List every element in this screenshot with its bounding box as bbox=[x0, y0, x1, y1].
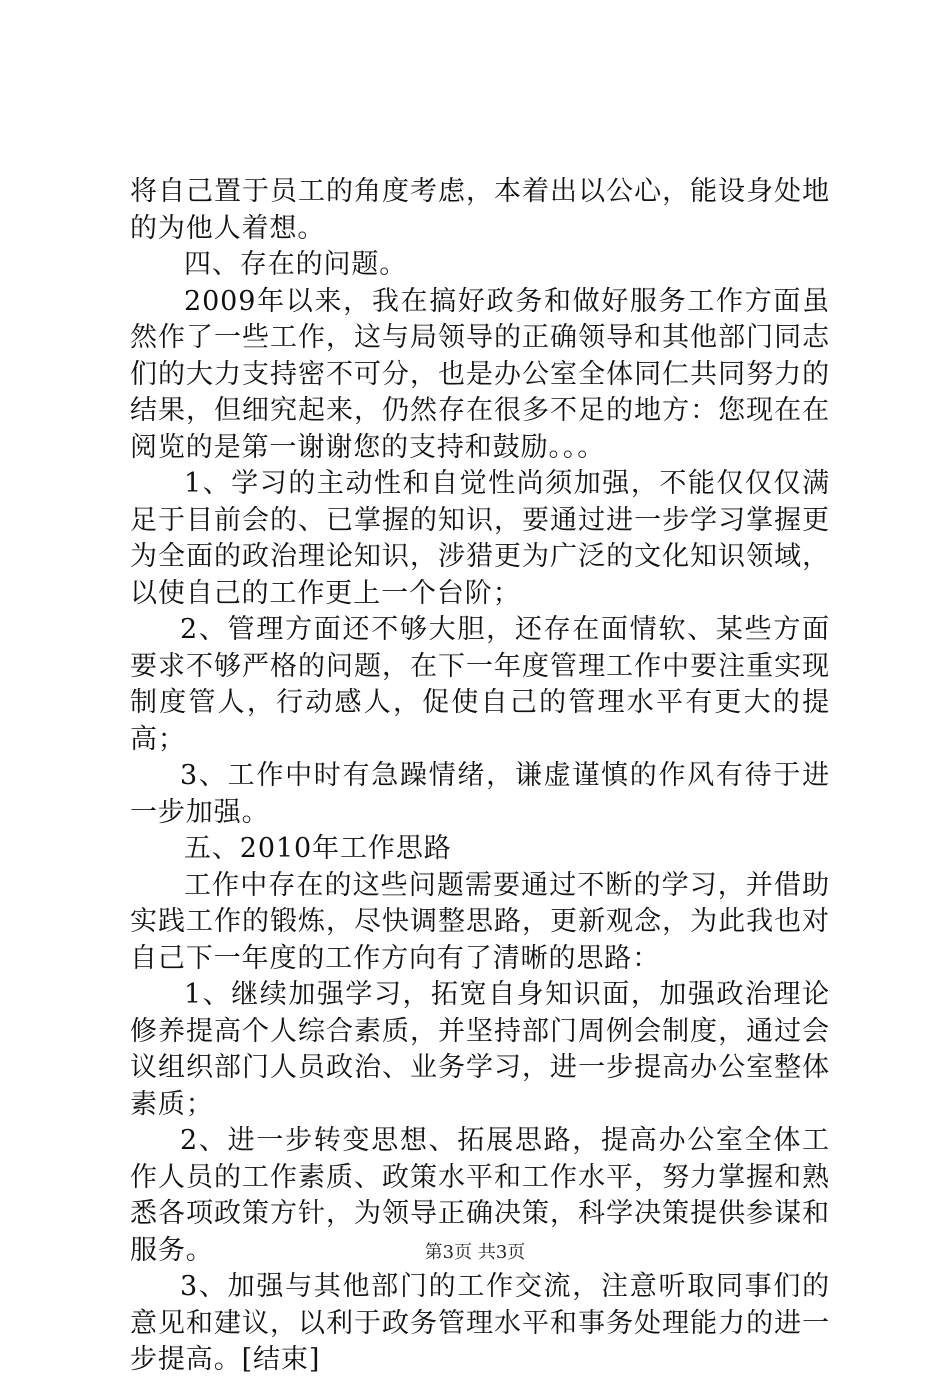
problem-item-1: 1、学习的主动性和自觉性尚须加强，不能仅仅仅满足于目前会的、已掌握的知识，要通过进一步学习掌握更为全面的政治理论知识，涉猎更为广泛的文化知识领域，以使自己的工作更上一个台阶； bbox=[130, 468, 830, 609]
page-number-footer: 第3页 共3页 bbox=[424, 1242, 526, 1263]
problem-item-3: 3、工作中时有急躁情绪，谦虚谨慎的作风有待于进一步加强。 bbox=[130, 760, 830, 828]
paragraph-continuation: 将自己置于员工的角度考虑，本着出以公心，能设身处地的为他人着想。 bbox=[130, 176, 830, 244]
plan-item-1: 1、继续加强学习，拓宽自身知识面，加强政治理论修养提高个人综合素质，并坚持部门周例会制度，通过会议组织部门人员政治、业务学习，进一步提高办公室整体素质； bbox=[130, 979, 830, 1120]
section-heading-problems: 四、存在的问题。 bbox=[184, 249, 408, 280]
section-heading-2010-plan: 五、2010年工作思路 bbox=[184, 833, 452, 864]
plan-item-2: 2、进一步转变思想、拓展思路，提高办公室全体工作人员的工作素质、政策水平和工作水平，努力掌握和熟悉各项政策方针，为领导正确决策，科学决策提供参谋和服务。 bbox=[130, 1125, 830, 1266]
problem-item-2: 2、管理方面还不够大胆，还存在面情软、某些方面要求不够严格的问题，在下一年度管理工作中要注重实现制度管人，行动感人，促使自己的管理水平有更大的提高； bbox=[130, 614, 830, 755]
paragraph-2009-summary: 2009年以来，我在搞好政务和做好服务工作方面虽然作了一些工作，这与局领导的正确领导和其他部门同志们的大力支持密不可分，也是办公室全体同仁共同努力的结果，但细究起来，仍然存在很多不足的地方：您现在在阅览的是第一谢谢您的支持和鼓励。。。 bbox=[130, 285, 830, 463]
document-body bbox=[130, 174, 830, 1379]
plan-item-3: 3、加强与其他部门的工作交流，注意听取同事们的意见和建议，以利于政务管理水平和事务处理能力的进一步提高。[结束] bbox=[130, 1271, 830, 1375]
paragraph-plan-intro: 工作中存在的这些问题需要通过不断的学习，并借助实践工作的锻炼，尽快调整思路，更新观念，为此我也对自己下一年度的工作方向有了清晰的思路： bbox=[130, 869, 830, 974]
